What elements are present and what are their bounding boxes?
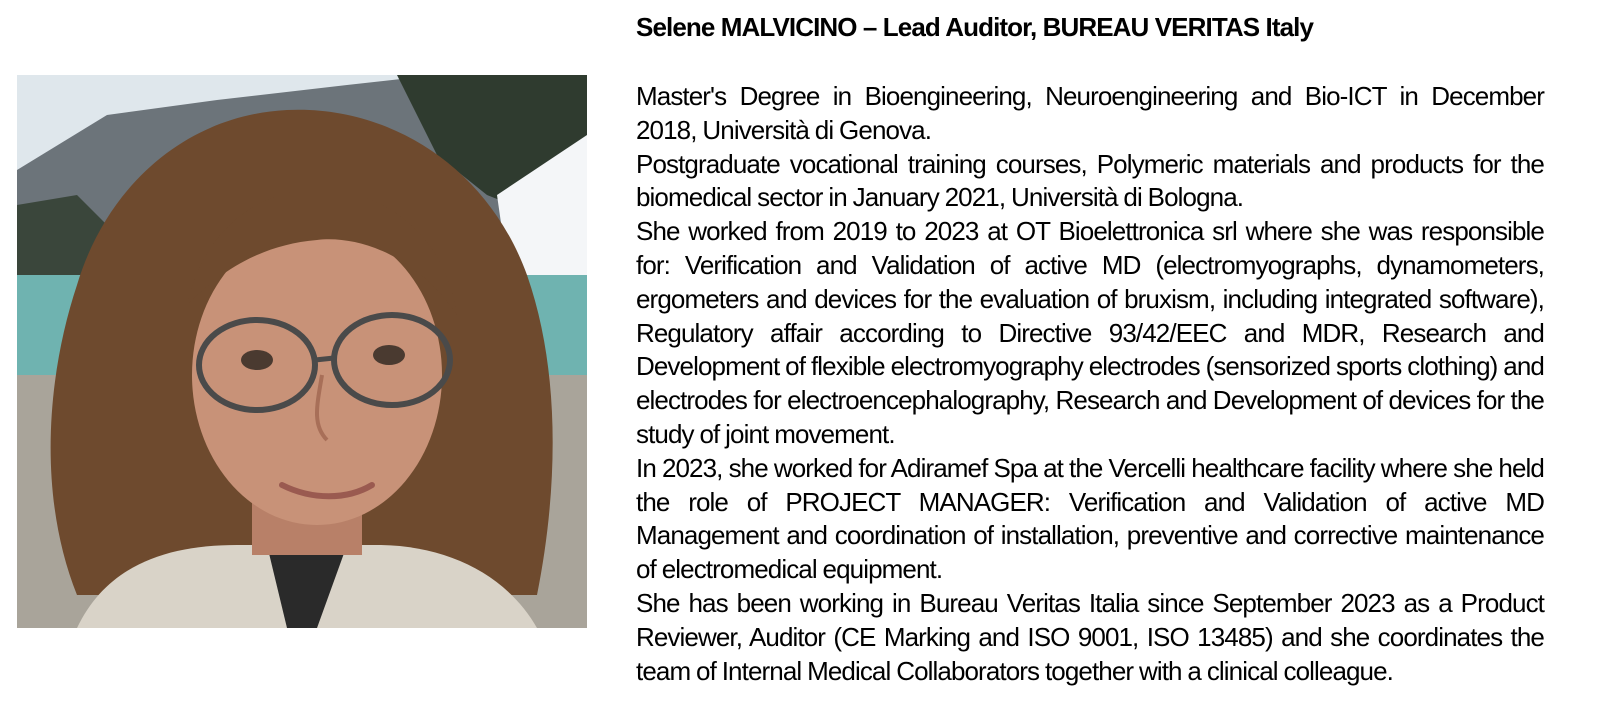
face	[192, 225, 442, 525]
bio-title: Selene MALVICINO – Lead Auditor, BUREAU VERITAS Italy	[636, 12, 1314, 42]
portrait-photo	[17, 75, 587, 628]
bio-paragraph-ot-bioelettronica: She worked from 2019 to 2023 at OT Bioelettronica srl where she was responsible for: Verification and Validation of active MD (electromyographs, dynamometers, ergometers and devices for the evaluation of bruxism, including integrated software), Regulatory affair according to Directive 93/42/EEC and MDR, Research and Development of flexible electromyography electrodes (sensorized sports clothing) and electrodes for electroencephalography, Research and Development of devices for the study of joint movement.	[636, 216, 1544, 449]
glasses-bridge	[315, 358, 334, 360]
right-eye	[373, 345, 405, 365]
bio-paragraphs	[636, 80, 1544, 688]
left-eye	[241, 350, 273, 370]
bio-section	[636, 10, 1544, 688]
bio-paragraph-education: Master's Degree in Bioengineering, Neuroengineering and Bio-ICT in December 2018, Università di Genova.	[636, 81, 1544, 145]
bio-paragraph-bureau-veritas: She has been working in Bureau Veritas Italia since September 2023 as a Product Reviewer, Auditor (CE Marking and ISO 9001, ISO 13485) and she coordinates the team of Internal Medical Collaborators together with a clinical colleague.	[636, 587, 1544, 686]
bio-paragraph-training: Postgraduate vocational training courses, Polymeric materials and products for the biomedical sector in January 2021, Università di Bologna.	[636, 148, 1544, 213]
bio-paragraph-adiramef: In 2023, she worked for Adiramef Spa at the Vercelli healthcare facility where she held the role of PROJECT MANAGER: Verification and Validation of active MD Management and coordination of installation, preventive and corrective maintenance of electromedical equipment.	[636, 452, 1544, 585]
portrait-illustration	[17, 75, 587, 628]
